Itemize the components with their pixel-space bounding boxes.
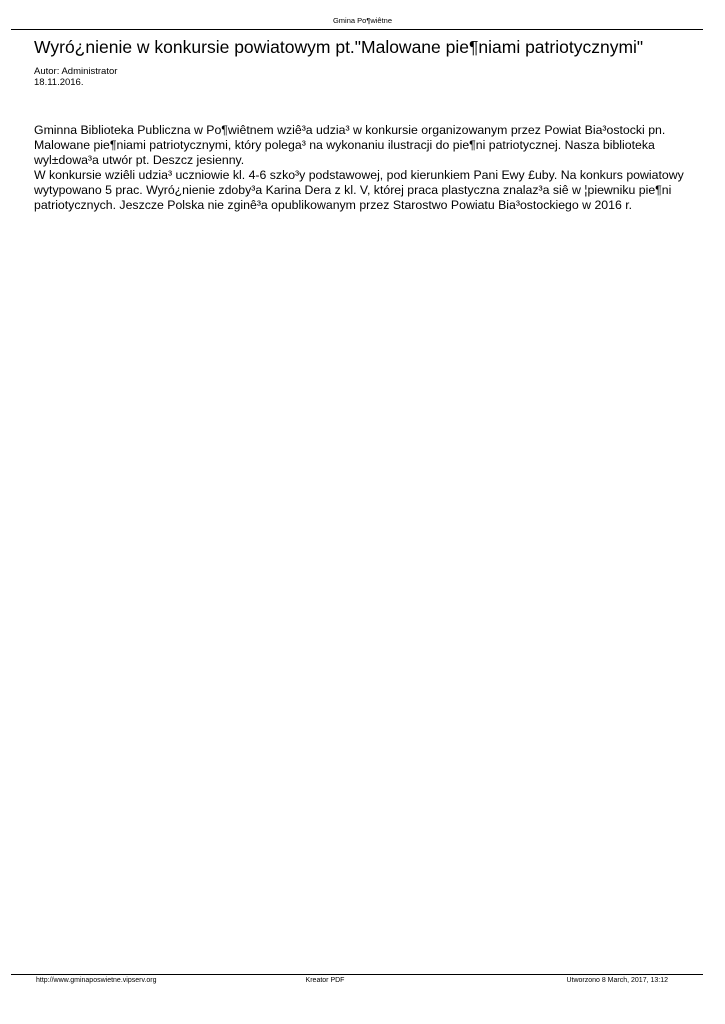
page-header-site-name: Gmina Po¶wiêtne bbox=[332, 16, 393, 25]
footer-url: http://www.gminaposwietne.vipserv.org bbox=[36, 977, 157, 984]
page-footer bbox=[0, 976, 725, 986]
article-author: Autor: Administrator bbox=[34, 66, 118, 77]
header-divider bbox=[11, 29, 703, 30]
article-body bbox=[34, 123, 704, 213]
footer-creator: Kreator PDF bbox=[305, 977, 345, 984]
article-paragraph: Gminna Biblioteka Publiczna w Po¶wiêtnem wziê³a udzia³ w konkursie organizowanym przez Powiat Bia³ostocki pn. Malowane pie¶niami patriotycznymi, który polega³ na wykonaniu ilustracji do pie¶ni patriotycznej. Nasza biblioteka wyl±dowa³a utwór pt. Deszcz jesienny. bbox=[34, 123, 666, 167]
article-meta bbox=[34, 66, 117, 88]
article-date: 18.11.2016. bbox=[34, 77, 84, 88]
article-title: Wyró¿nienie w konkursie powiatowym pt."Malowane pie¶niami patriotycznymi" bbox=[34, 37, 644, 57]
footer-created-date: Utworzono 8 March, 2017, 13:12 bbox=[566, 977, 668, 984]
footer-divider bbox=[11, 974, 703, 975]
article-paragraph: W konkursie wziêli udzia³ uczniowie kl. 4-6 szko³y podstawowej, pod kierunkiem Pani Ewy £uby. Na konkurs powiatowy wytypowano 5 prac. Wyró¿nienie zdoby³a Karina Dera z kl. V, której praca plastyczna znalaz³a siê w ¦piewniku pie¶ni patriotycznych. Jeszcze Polska nie zginê³a opublikowanym przez Starostwo Powiatu Bia³ostockiego w 2016 r. bbox=[34, 168, 684, 212]
